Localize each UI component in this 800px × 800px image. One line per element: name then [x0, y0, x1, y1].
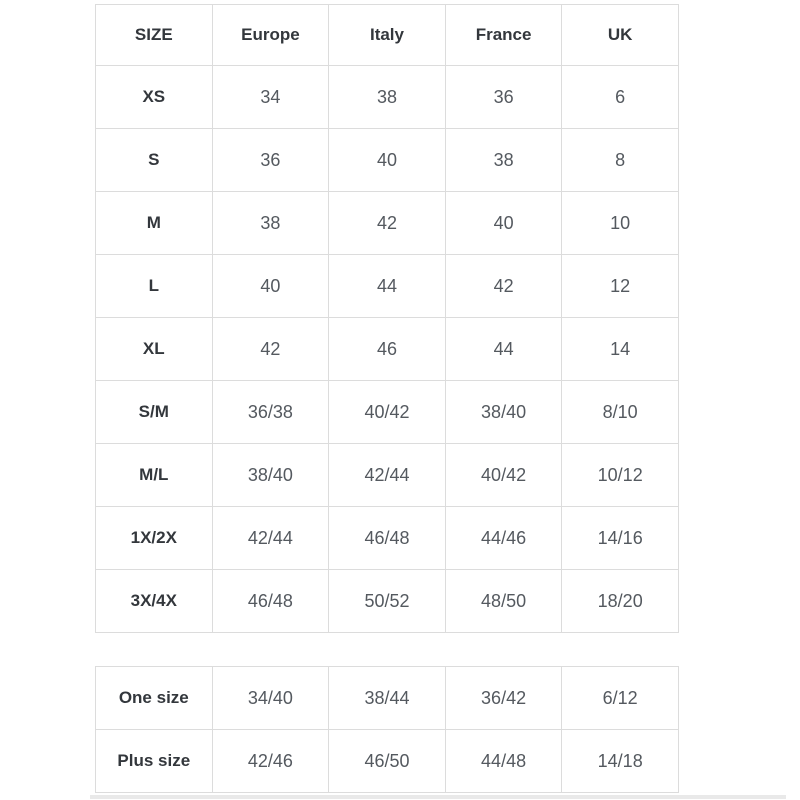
table-row — [96, 129, 679, 192]
size-label-cell: XL — [96, 318, 213, 381]
value-cell: 42/46 — [212, 730, 329, 793]
table-row — [96, 318, 679, 381]
table-row — [96, 66, 679, 129]
size-label-cell: S/M — [96, 381, 213, 444]
value-cell: 44/46 — [445, 507, 562, 570]
value-cell: 46/50 — [329, 730, 446, 793]
value-cell: 10/12 — [562, 444, 679, 507]
size-label-cell: Plus size — [96, 730, 213, 793]
value-cell: 38/44 — [329, 667, 446, 730]
value-cell: 38 — [212, 192, 329, 255]
value-cell: 44 — [445, 318, 562, 381]
value-cell: 36 — [212, 129, 329, 192]
value-cell: 48/50 — [445, 570, 562, 633]
standard-size-table-body — [96, 66, 679, 633]
value-cell: 38/40 — [445, 381, 562, 444]
value-cell: 6/12 — [562, 667, 679, 730]
size-label-cell: 1X/2X — [96, 507, 213, 570]
value-cell: 40 — [212, 255, 329, 318]
standard-size-table — [95, 4, 679, 633]
special-size-table-body — [96, 667, 679, 793]
value-cell: 18/20 — [562, 570, 679, 633]
table-row — [96, 730, 679, 793]
value-cell: 46 — [329, 318, 446, 381]
value-cell: 46/48 — [212, 570, 329, 633]
value-cell: 44 — [329, 255, 446, 318]
size-label-cell: S — [96, 129, 213, 192]
value-cell: 34/40 — [212, 667, 329, 730]
value-cell: 34 — [212, 66, 329, 129]
column-header-italy: Italy — [329, 5, 446, 66]
size-label-cell: XS — [96, 66, 213, 129]
value-cell: 40 — [445, 192, 562, 255]
table-row — [96, 381, 679, 444]
column-header-europe: Europe — [212, 5, 329, 66]
value-cell: 40/42 — [445, 444, 562, 507]
value-cell: 8/10 — [562, 381, 679, 444]
table-row — [96, 444, 679, 507]
value-cell: 6 — [562, 66, 679, 129]
size-label-cell: One size — [96, 667, 213, 730]
table-gap — [95, 633, 679, 666]
value-cell: 14/18 — [562, 730, 679, 793]
value-cell: 42 — [329, 192, 446, 255]
value-cell: 50/52 — [329, 570, 446, 633]
value-cell: 42 — [445, 255, 562, 318]
column-header-uk: UK — [562, 5, 679, 66]
table-row — [96, 570, 679, 633]
size-label-cell: 3X/4X — [96, 570, 213, 633]
value-cell: 42/44 — [329, 444, 446, 507]
table-row — [96, 255, 679, 318]
value-cell: 12 — [562, 255, 679, 318]
value-cell: 42/44 — [212, 507, 329, 570]
table-row — [96, 667, 679, 730]
value-cell: 40/42 — [329, 381, 446, 444]
tables-container — [95, 4, 679, 793]
size-label-cell: L — [96, 255, 213, 318]
special-size-table — [95, 666, 679, 793]
value-cell: 14 — [562, 318, 679, 381]
value-cell: 44/48 — [445, 730, 562, 793]
value-cell: 8 — [562, 129, 679, 192]
value-cell: 38 — [329, 66, 446, 129]
value-cell: 36/42 — [445, 667, 562, 730]
value-cell: 40 — [329, 129, 446, 192]
table-row — [96, 192, 679, 255]
value-cell: 42 — [212, 318, 329, 381]
table-row — [96, 507, 679, 570]
value-cell: 36/38 — [212, 381, 329, 444]
value-cell: 46/48 — [329, 507, 446, 570]
bottom-edge-strip — [90, 795, 786, 799]
value-cell: 14/16 — [562, 507, 679, 570]
value-cell: 38/40 — [212, 444, 329, 507]
size-label-cell: M — [96, 192, 213, 255]
header-row — [96, 5, 679, 66]
standard-size-table-header — [96, 5, 679, 66]
value-cell: 36 — [445, 66, 562, 129]
size-label-cell: M/L — [96, 444, 213, 507]
column-header-france: France — [445, 5, 562, 66]
value-cell: 38 — [445, 129, 562, 192]
column-header-size: SIZE — [96, 5, 213, 66]
value-cell: 10 — [562, 192, 679, 255]
